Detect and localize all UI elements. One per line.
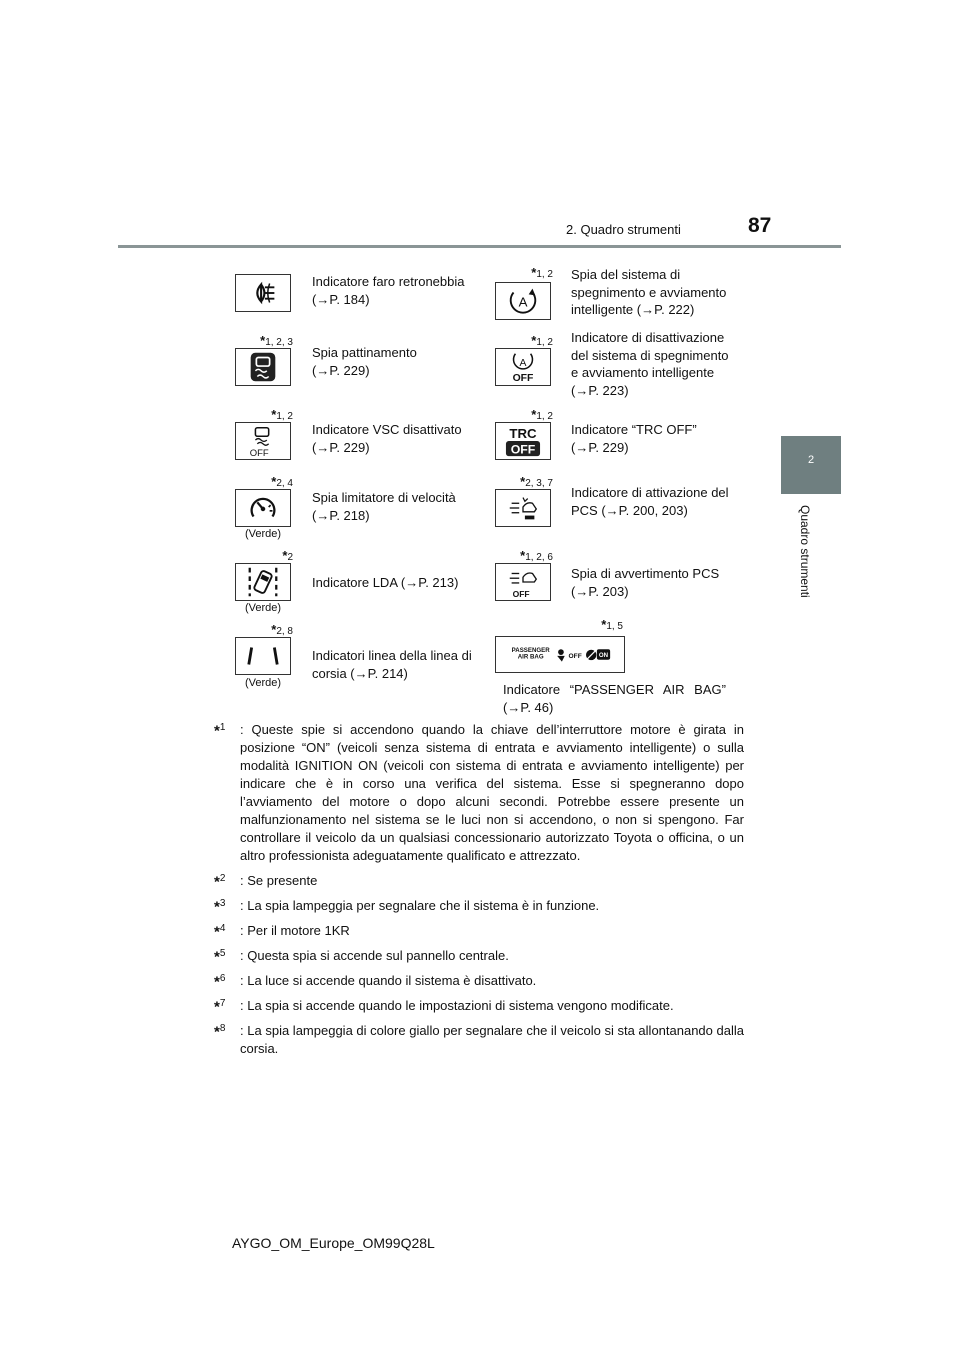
side-tab-label: Quadro strumenti xyxy=(798,505,812,598)
trc-off-icon xyxy=(495,422,551,460)
footnote: *$^2$ : Se presente xyxy=(214,873,318,891)
vsc-off-icon xyxy=(235,422,291,460)
icon-text: PASSENGER xyxy=(511,647,550,655)
indicator-note: *2, 8 xyxy=(271,622,293,637)
icon-text: OFF xyxy=(568,652,582,660)
pcs-warning-off-icon xyxy=(495,563,551,601)
indicator-note: *2, 3, 7 xyxy=(520,474,553,489)
icon-text: TRC xyxy=(509,426,537,442)
indicator-desc-line: (→P. 203) xyxy=(571,583,629,599)
footnote: *$^6$ : La luce si accende quando il sistema è disattivato. xyxy=(214,973,537,991)
indicator-desc-line: Indicatore VSC disattivato xyxy=(312,422,462,437)
lda-icon xyxy=(235,563,291,601)
indicator-desc-line: Spia di avvertimento PCS xyxy=(571,566,720,581)
indicator-desc-line: (→P. 229) xyxy=(312,362,370,378)
icon-text: OFF xyxy=(249,448,269,459)
indicator-desc-line: Spia pattinamento xyxy=(312,345,417,360)
indicator-note: *1, 5 xyxy=(601,617,623,632)
indicator-desc-line: corsia (→P. 214) xyxy=(312,665,408,681)
indicator-desc-line: del sistema di spegnimento xyxy=(571,347,729,363)
rear-fog-light-icon xyxy=(235,274,291,312)
indicator-desc-line: Indicatore di attivazione del xyxy=(571,485,729,500)
indicator-desc-line: PCS (→P. 200, 203) xyxy=(571,502,688,518)
section-title: 2. Quadro strumenti xyxy=(566,222,681,237)
icon-text: A xyxy=(518,294,528,310)
icon-text: OFF xyxy=(512,589,530,600)
indicator-sub: (Verde) xyxy=(244,602,282,614)
indicator-note: *1, 2 xyxy=(531,333,553,348)
indicator-desc-line: (→P. 218) xyxy=(312,507,370,523)
side-tab-number: 2 xyxy=(781,436,841,494)
footnote: *$^3$ : La spia lampeggia per segnalare che il sistema è in funzione. xyxy=(214,898,600,916)
footnote: *$^8$ : La spia lampeggia di colore giallo per segnalare che il veicolo si sta allontanando dalla corsia. xyxy=(214,1023,744,1056)
indicator-desc-line: (→P. 46) xyxy=(503,699,554,715)
indicator-note: *2, 4 xyxy=(271,474,293,489)
speed-limiter-icon xyxy=(235,489,291,527)
indicator-note: *1, 2 xyxy=(531,407,553,422)
indicator-desc-line: Indicatori linea della linea di xyxy=(312,648,472,663)
indicator-desc-line: Indicatore faro retronebbia xyxy=(312,274,465,289)
indicator-note: *1, 2, 6 xyxy=(520,548,553,563)
indicator-desc-line: Spia del sistema di xyxy=(571,267,681,282)
page-number: 87 xyxy=(748,214,772,237)
indicator-note: *2 xyxy=(282,548,293,563)
indicator-desc-line: spegnimento e avviamento xyxy=(571,284,727,300)
indicator-note: *1, 2, 3 xyxy=(260,333,293,348)
icon-text: AIR BAG xyxy=(517,653,544,661)
icon-text: A xyxy=(519,358,527,370)
footnote: *$^5$ : Questa spia si accende sul pannello centrale. xyxy=(214,948,509,966)
indicator-desc-line: (→P. 223) xyxy=(571,382,629,398)
slip-indicator-icon xyxy=(235,348,291,386)
indicator-desc-line: Indicatore LDA (→P. 213) xyxy=(312,575,459,590)
indicator-desc-line: (→P. 229) xyxy=(312,439,370,455)
smart-stop-start-icon xyxy=(495,282,551,320)
header-divider xyxy=(118,245,841,248)
icon-text: OFF xyxy=(510,442,536,457)
passenger-airbag-icon xyxy=(495,636,625,673)
stop-start-off-icon xyxy=(495,348,551,386)
indicator-desc-line: (→P. 184) xyxy=(312,291,370,307)
footnotes xyxy=(214,721,744,1065)
indicator-note: *1, 2 xyxy=(271,407,293,422)
indicator-desc-line: Indicatore “PASSENGER AIR BAG” xyxy=(503,682,726,697)
indicator-sub: (Verde) xyxy=(244,528,282,540)
icon-text: OFF xyxy=(512,373,534,385)
indicator-desc-line: Spia limitatore di velocità xyxy=(312,490,456,505)
pcs-icon xyxy=(495,489,551,527)
indicator-desc-line: (→P. 229) xyxy=(571,439,629,455)
lane-lines-icon xyxy=(235,637,291,675)
indicator-note: *1, 2 xyxy=(531,265,553,280)
footnote: *$^4$ : Per il motore 1KR xyxy=(214,923,350,941)
indicator-desc-line: Indicatore “TRC OFF” xyxy=(571,422,697,437)
footnote: *$^1$ : Queste spie si accendono quando la chiave dell’interruttore motore è girata in posizione “ON” (veicoli senza sistema di entrata e avviamento intelligente) o sulla modalità IGNITION ON (veicoli con sistema di entrata e avviamento intelligente) per indicare che è in corso una verifica del sistema. Esse si spegneranno dopo l’avviamento del motore o dopo alcuni secondi. Potrebbe essere presente un malfunzionamento nel sistema se le luci non si accendono, o non si spengono. Far controllare il veicolo da un qualsiasi concessionario autorizzato Toyota o officina, o un altro professionista adeguatamente qualificato e attrezzato. xyxy=(214,722,744,863)
footnote: *$^7$ : La spia si accende quando le impostazioni di sistema vengono modificate. xyxy=(214,998,674,1016)
indicator-sub: (Verde) xyxy=(244,677,282,689)
indicator-desc-line: intelligente (→P. 222) xyxy=(571,302,695,317)
indicator-desc-line: e avviamento intelligente xyxy=(571,365,715,380)
icon-text: ON xyxy=(598,651,609,659)
indicator-desc-line: Indicatore di disattivazione xyxy=(571,330,725,345)
footer-doc-id: AYGO_OM_Europe_OM99Q28L xyxy=(232,1235,435,1251)
